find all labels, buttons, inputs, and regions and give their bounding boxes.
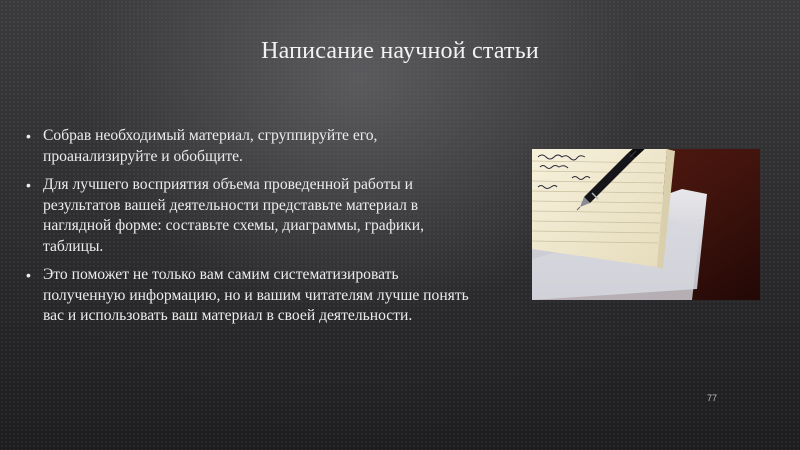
page-number: 77 xyxy=(707,393,718,403)
bullet-marker-icon: • xyxy=(26,267,31,283)
bullet-item xyxy=(26,265,476,327)
bullet-list xyxy=(26,126,476,335)
bullet-text: Это поможет не только вам самим систематизировать полученную информацию, но и вашим читателям лучше понять вас и использовать ваш материал в своей деятельности. xyxy=(43,266,469,324)
slide-title: Написание научной статьи xyxy=(261,38,539,64)
bullet-text: Для лучшего восприятия объема проведенной работы и результатов вашей деятельности представьте материал в наглядной форме: составьте схемы, диаграммы, графики, таблицы. xyxy=(43,176,424,255)
notebook-with-pen-icon xyxy=(532,149,760,300)
bullet-item xyxy=(26,126,476,167)
bullet-text: Собрав необходимый материал, сгруппируйте его, проанализируйте и обобщите. xyxy=(43,127,378,165)
bullet-marker-icon: • xyxy=(26,128,31,144)
notebook-photo xyxy=(532,149,760,300)
bullet-item xyxy=(26,175,476,257)
bullet-marker-icon: • xyxy=(26,177,31,193)
